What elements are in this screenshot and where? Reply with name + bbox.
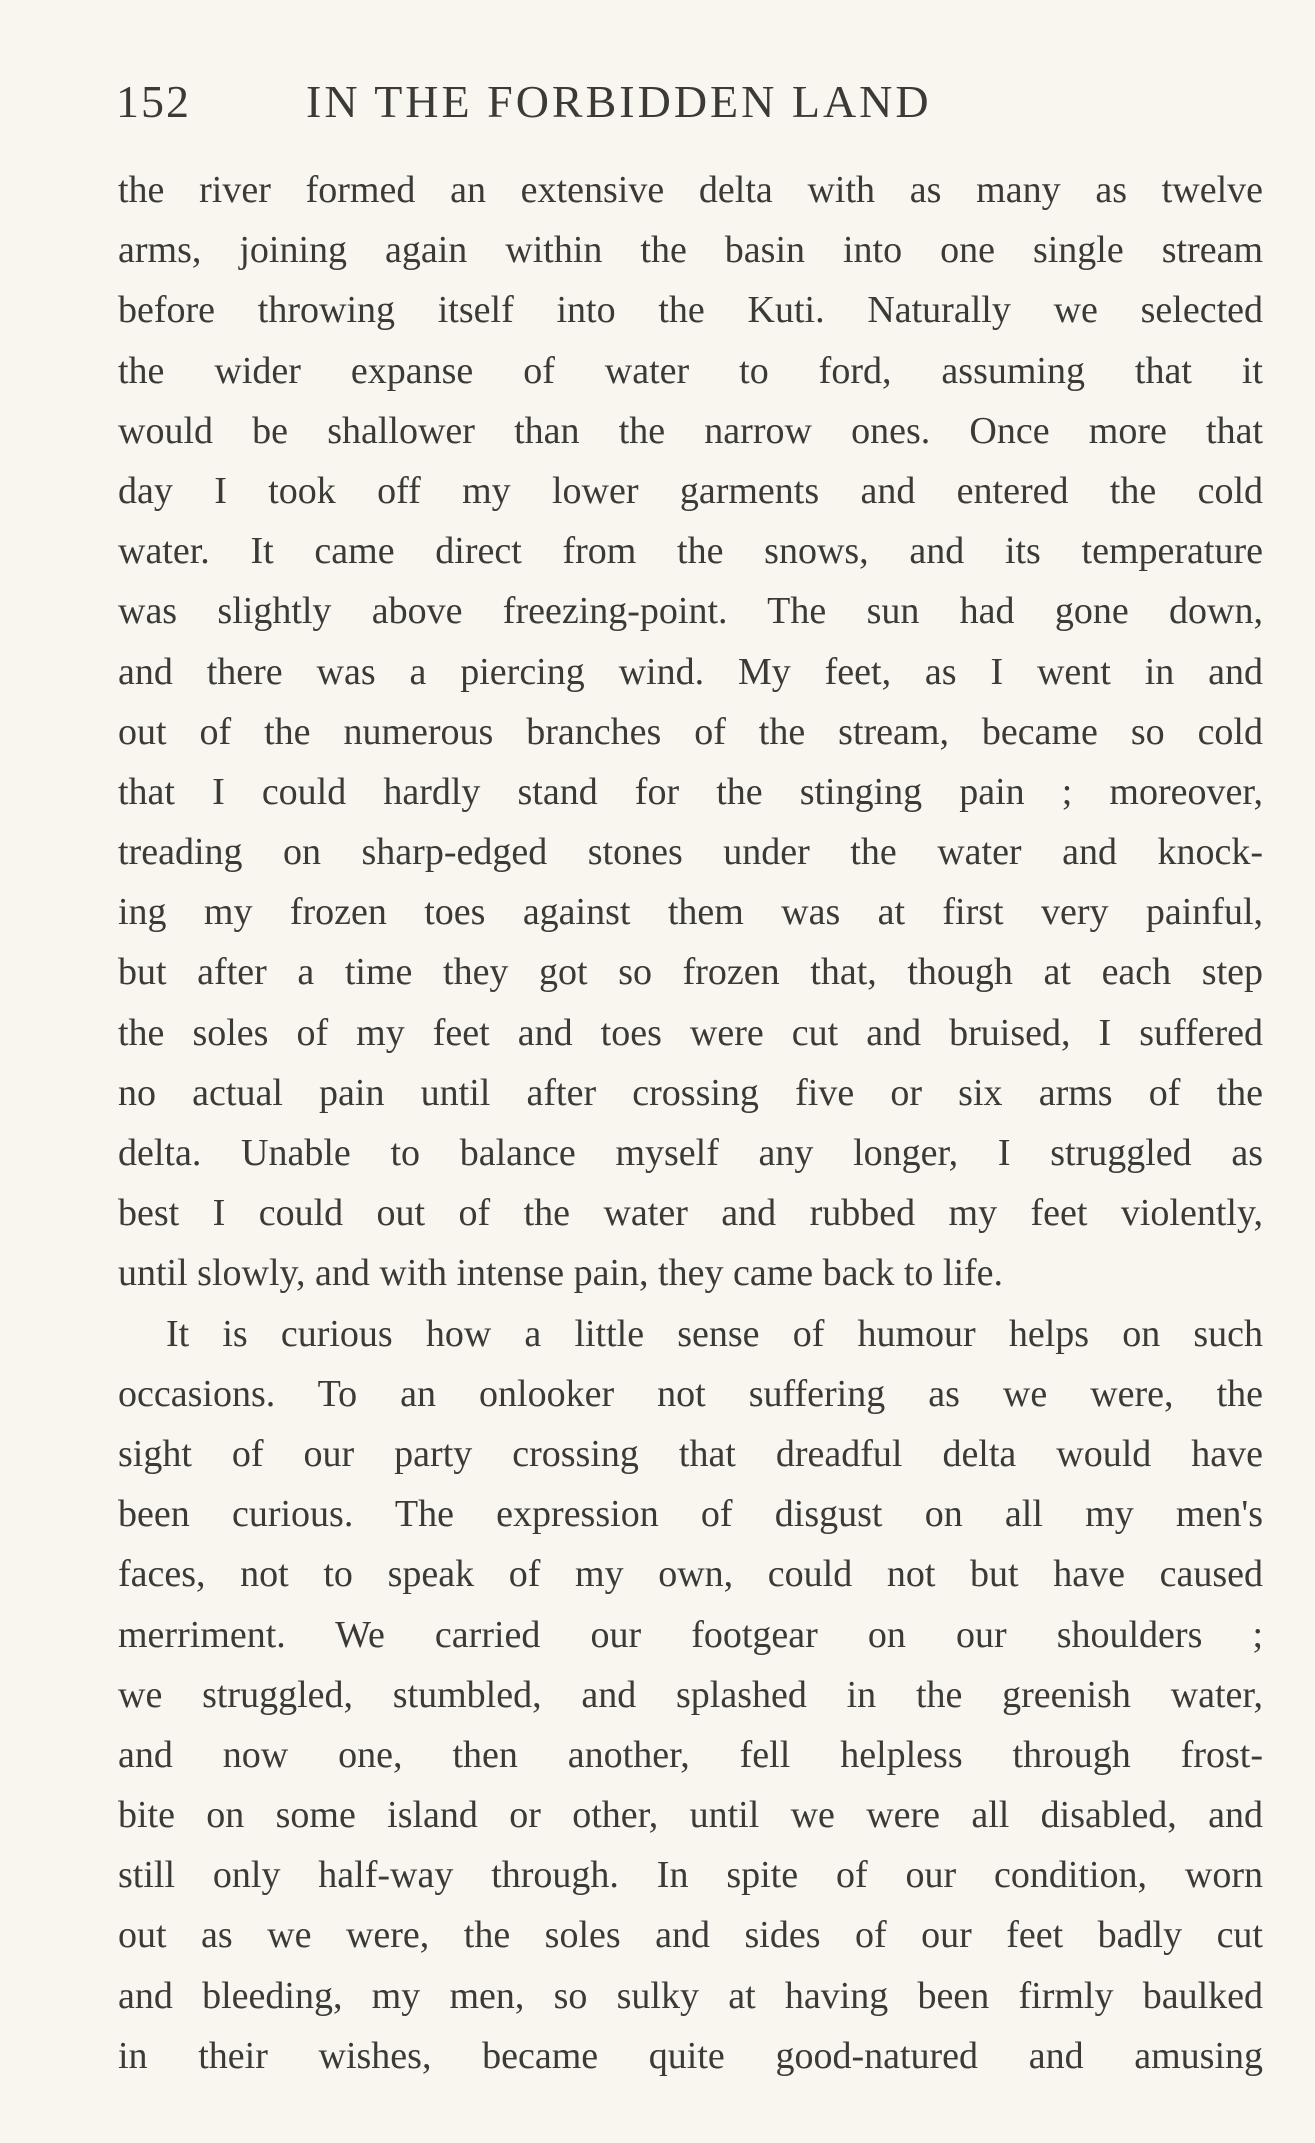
text-line: been curious. The expression of disgust on all my men's xyxy=(118,1493,1263,1536)
paragraph-1 xyxy=(118,160,1263,1304)
text-line: sight of our party crossing that dreadful delta would have xyxy=(118,1432,1263,1475)
text-line: the river formed an extensive delta with as many as twelve xyxy=(118,169,1263,211)
text-line: no actual pain until after crossing five or six arms of the xyxy=(118,1071,1263,1114)
text-line: we struggled, stumbled, and splashed in the greenish water, xyxy=(118,1673,1263,1716)
text-line: ing my frozen toes against them was at first very painful, xyxy=(118,891,1263,934)
text-line: out as we were, the soles and sides of our feet badly cut xyxy=(118,1914,1263,1957)
text-line: and there was a piercing wind. My feet, as I went in and xyxy=(118,650,1263,693)
text-line: would be shallower than the narrow ones. Once more that xyxy=(118,409,1263,452)
running-head xyxy=(116,72,1266,132)
text-line: occasions. To an onlooker not suffering as we were, the xyxy=(118,1372,1263,1415)
text-line: arms, joining again within the basin into one single stream xyxy=(118,229,1263,272)
text-line: bite on some island or other, until we were all disabled, and xyxy=(118,1794,1263,1837)
text-line: water. It came direct from the snows, and its temperature xyxy=(118,530,1263,573)
text-line: treading on sharp-edged stones under the water and knock- xyxy=(118,831,1263,874)
text-line: was slightly above freezing-point. The sun had gone down, xyxy=(118,590,1263,633)
page-number: 152 xyxy=(116,76,191,127)
paragraph-2 xyxy=(118,1304,1263,2086)
book-title: IN THE FORBIDDEN LAND xyxy=(306,76,932,127)
text-line: It is curious how a little sense of humour helps on such xyxy=(166,1312,1263,1355)
text-line: the wider expanse of water to ford, assuming that it xyxy=(118,349,1263,392)
text-line: still only half-way through. In spite of our condition, worn xyxy=(118,1854,1263,1897)
text-line: out of the numerous branches of the stream, became so cold xyxy=(118,710,1263,753)
text-line: until slowly, and with intense pain, they came back to life. xyxy=(118,1252,1004,1295)
text-line: that I could hardly stand for the stinging pain ; moreover, xyxy=(118,770,1263,813)
text-line: but after a time they got so frozen that, though at each step xyxy=(118,951,1263,994)
text-line: before throwing itself into the Kuti. Naturally we selected xyxy=(118,289,1263,332)
text-line: and now one, then another, fell helpless through frost- xyxy=(118,1733,1263,1776)
text-line: in their wishes, became quite good-natured and amusing xyxy=(118,2034,1263,2077)
body-text xyxy=(118,160,1263,2086)
text-line: delta. Unable to balance myself any longer, I struggled as xyxy=(118,1132,1263,1174)
text-line: the soles of my feet and toes were cut and bruised, I suffered xyxy=(118,1011,1263,1054)
text-line: faces, not to speak of my own, could not but have caused xyxy=(118,1553,1263,1596)
text-line: and bleeding, my men, so sulky at having been firmly baulked xyxy=(118,1974,1263,2017)
text-line: day I took off my lower garments and entered the cold xyxy=(118,469,1263,512)
text-line: best I could out of the water and rubbed my feet violently, xyxy=(118,1192,1263,1235)
text-line: merriment. We carried our footgear on our shoulders ; xyxy=(118,1613,1263,1656)
